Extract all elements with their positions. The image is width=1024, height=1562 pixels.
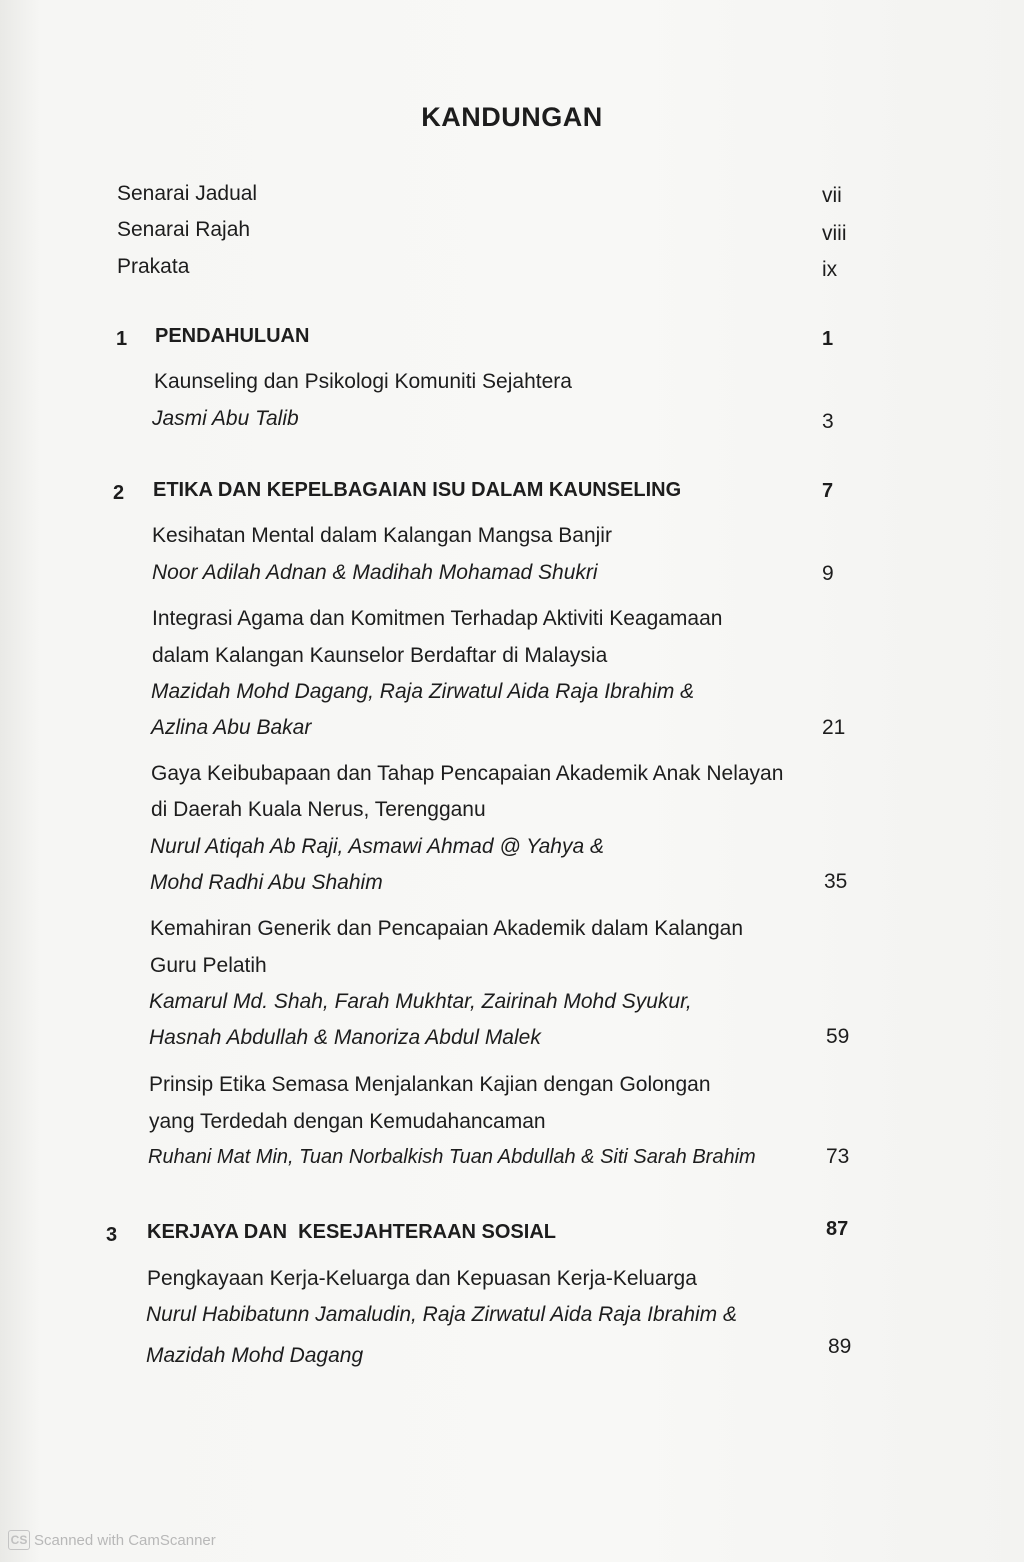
- entry-authors: Hasnah Abdullah & Manoriza Abdul Malek: [149, 1026, 541, 1049]
- chapter-title: ETIKA DAN KEPELBAGAIAN ISU DALAM KAUNSELING: [153, 479, 682, 501]
- entry-title: Integrasi Agama dan Komitmen Terhadap Aktiviti Keagamaan: [152, 607, 723, 630]
- entry-authors: Mazidah Mohd Dagang, Raja Zirwatul Aida Raja Ibrahim &: [151, 680, 695, 703]
- chapter-number: 2: [113, 482, 125, 504]
- entry-authors: Ruhani Mat Min, Tuan Norbalkish Tuan Abdullah & Siti Sarah Brahim: [148, 1146, 756, 1168]
- front-matter-page: vii: [822, 184, 842, 207]
- entry-title: di Daerah Kuala Nerus, Terengganu: [151, 798, 486, 821]
- front-matter-label: Senarai Jadual: [117, 182, 258, 205]
- front-matter-label: Prakata: [117, 255, 190, 278]
- front-matter-page: ix: [822, 258, 838, 281]
- entry-page: 21: [822, 716, 846, 739]
- entry-page: 9: [822, 562, 834, 585]
- entry-page: 35: [824, 870, 848, 893]
- entry-authors: Mazidah Mohd Dagang: [146, 1344, 364, 1367]
- chapter-page: 7: [822, 480, 834, 502]
- entry-title: Guru Pelatih: [150, 954, 267, 977]
- entry-title: Kemahiran Generik dan Pencapaian Akademik dalam Kalangan: [150, 917, 744, 940]
- chapter-number: 1: [116, 328, 128, 350]
- chapter-title: PENDAHULUAN: [155, 325, 310, 347]
- front-matter-label: Senarai Rajah: [117, 218, 251, 241]
- chapter-number: 3: [106, 1224, 118, 1246]
- entry-title: Kesihatan Mental dalam Kalangan Mangsa Banjir: [152, 524, 612, 547]
- watermark-text: Scanned with CamScanner: [34, 1531, 216, 1549]
- entry-title: Pengkayaan Kerja-Keluarga dan Kepuasan Kerja-Keluarga: [147, 1267, 697, 1290]
- chapter-page: 1: [822, 328, 834, 350]
- front-matter-page: viii: [822, 222, 847, 245]
- entry-title: dalam Kalangan Kaunselor Berdaftar di Malaysia: [152, 644, 608, 667]
- entry-page: 59: [826, 1025, 850, 1048]
- entry-authors: Azlina Abu Bakar: [151, 716, 312, 739]
- entry-authors: Nurul Atiqah Ab Raji, Asmawi Ahmad @ Yahya &: [150, 835, 604, 858]
- entry-title: Prinsip Etika Semasa Menjalankan Kajian dengan Golongan: [149, 1073, 711, 1096]
- entry-page: 3: [822, 410, 834, 433]
- entry-authors: Noor Adilah Adnan & Madihah Mohamad Shukri: [152, 561, 598, 584]
- entry-page: 89: [828, 1335, 852, 1358]
- entry-title: Kaunseling dan Psikologi Komuniti Sejahtera: [154, 370, 572, 393]
- page-title: KANDUNGAN: [421, 102, 603, 132]
- entry-page: 73: [826, 1145, 850, 1168]
- cs-logo-icon: CS: [8, 1530, 30, 1550]
- scanner-watermark: [8, 1530, 216, 1550]
- entry-title: Gaya Keibubapaan dan Tahap Pencapaian Akademik Anak Nelayan: [151, 762, 784, 785]
- entry-title: yang Terdedah dengan Kemudahancaman: [149, 1110, 546, 1133]
- entry-authors: Nurul Habibatunn Jamaludin, Raja Zirwatul Aida Raja Ibrahim &: [146, 1303, 738, 1326]
- entry-authors: Mohd Radhi Abu Shahim: [150, 871, 383, 894]
- chapter-title: KERJAYA DAN KESEJAHTERAAN SOSIAL: [147, 1221, 556, 1243]
- chapter-page: 87: [826, 1218, 849, 1240]
- entry-authors: Jasmi Abu Talib: [152, 407, 299, 430]
- entry-authors: Kamarul Md. Shah, Farah Mukhtar, Zairinah Mohd Syukur,: [149, 990, 692, 1013]
